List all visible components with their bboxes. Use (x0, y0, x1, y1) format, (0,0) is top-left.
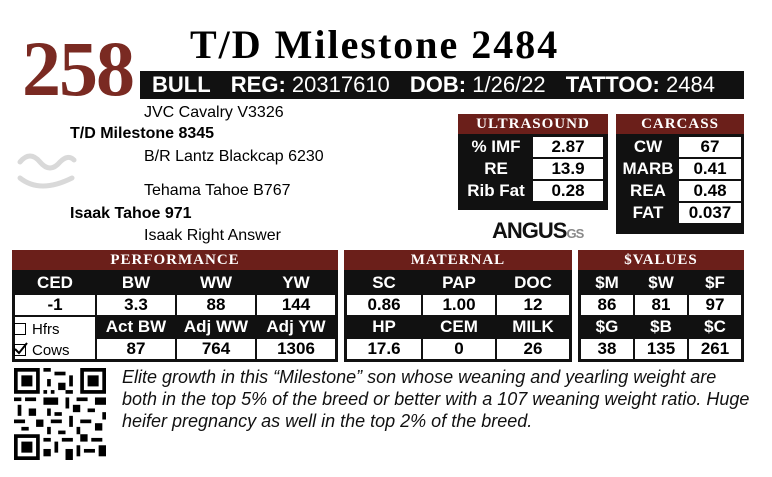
us-label: % IMF (460, 136, 532, 158)
perf-subvalue: 764 (177, 339, 255, 359)
pedigree-sire-dam: B/R Lantz Blackcap 6230 (144, 148, 324, 165)
ultrasound-table (458, 134, 608, 210)
cows-label: Cows (32, 341, 70, 359)
dv-subheader: $C (688, 316, 742, 338)
mat-value: 12 (497, 295, 569, 315)
dv-value: 81 (635, 295, 687, 315)
perf-header: CED (14, 272, 96, 294)
maternal-table (344, 270, 572, 362)
perf-subheader: Adj WW (176, 316, 256, 338)
carcass-value: 0.41 (679, 159, 741, 179)
animal-name: T/D Milestone 2484 (190, 22, 560, 67)
us-value: 0.28 (533, 181, 603, 201)
reg-value: 20317610 (291, 72, 390, 97)
carcass-label: CW (618, 136, 678, 158)
mat-value: 1.00 (423, 295, 495, 315)
hfrs-checkbox (14, 319, 60, 339)
mat-subvalue: 26 (497, 339, 569, 359)
performance-title: PERFORMANCE (12, 250, 338, 270)
mat-subheader: CEM (422, 316, 496, 338)
perf-header: WW (176, 272, 256, 294)
mat-header: DOC (496, 272, 570, 294)
description: Elite growth in this “Milestone” son whose weaning and yearling weight are both in the top 5% of the breed or better with a 107 weaning weight ratio. Huge heifer pregnancy as well in the top 2% of the breed. (122, 367, 750, 431)
pedigree-dam: Isaak Tahoe 971 (70, 205, 192, 222)
dv-subvalue: 38 (581, 339, 633, 359)
dollar-values-title: $VALUES (578, 250, 744, 270)
carcass-label: MARB (618, 158, 678, 180)
perf-subvalue: 1306 (257, 339, 335, 359)
us-value: 2.87 (533, 137, 603, 157)
perf-header: BW (96, 272, 176, 294)
carcass-value: 67 (679, 137, 741, 157)
perf-value: 3.3 (97, 295, 175, 315)
carcass-table (616, 134, 744, 234)
perf-subheader: Adj YW (256, 316, 336, 338)
reg-label: REG: (230, 72, 286, 97)
dv-value: 86 (581, 295, 633, 315)
pedigree-sire: T/D Milestone 8345 (70, 125, 215, 142)
qr-code-icon[interactable] (14, 368, 106, 460)
swoosh-logo-icon (16, 150, 78, 196)
carcass-label: REA (618, 180, 678, 202)
dv-header: $F (688, 272, 742, 294)
animal-type: BULL (152, 72, 211, 97)
dv-header: $W (634, 272, 688, 294)
angus-gs-logo (492, 218, 583, 244)
tattoo-value: 2484 (666, 72, 715, 97)
cows-checkbox (14, 340, 70, 360)
pedigree-dam-dam: Isaak Right Answer (144, 227, 281, 244)
dv-subvalue: 261 (689, 339, 741, 359)
us-label: RE (460, 158, 532, 180)
mat-value: 0.86 (347, 295, 421, 315)
dob-label: DOB: (409, 72, 467, 97)
perf-subheader: Act BW (96, 316, 176, 338)
mat-header: SC (346, 272, 422, 294)
perf-subvalue: 87 (97, 339, 175, 359)
dob-value: 1/26/22 (472, 72, 546, 97)
us-label: Rib Fat (460, 180, 532, 202)
dollar-values-table (578, 270, 744, 362)
logo-main: ANGUS (492, 218, 567, 243)
checkbox-checked-icon (14, 344, 26, 356)
pedigree-dam-sire: Tehama Tahoe B767 (144, 182, 291, 199)
dv-subheader: $B (634, 316, 688, 338)
mat-subvalue: 0 (423, 339, 495, 359)
mat-subheader: MILK (496, 316, 570, 338)
dv-subvalue: 135 (635, 339, 687, 359)
pedigree-sire-sire: JVC Cavalry V3326 (144, 104, 284, 121)
id-bar (140, 71, 744, 99)
hfrs-label: Hfrs (32, 320, 60, 338)
ultrasound-title: ULTRASOUND (458, 114, 608, 134)
mat-subheader: HP (346, 316, 422, 338)
mat-subvalue: 17.6 (347, 339, 421, 359)
dv-subheader: $G (580, 316, 634, 338)
perf-value: -1 (15, 295, 95, 315)
perf-value: 144 (257, 295, 335, 315)
us-value: 13.9 (533, 159, 603, 179)
perf-header: YW (256, 272, 336, 294)
dv-header: $M (580, 272, 634, 294)
lot-number: 258 (22, 25, 133, 112)
carcass-title: CARCASS (616, 114, 744, 134)
tattoo-label: TATTOO: (565, 72, 660, 97)
mat-header: PAP (422, 272, 496, 294)
carcass-value: 0.037 (679, 203, 741, 223)
dv-value: 97 (689, 295, 741, 315)
maternal-title: MATERNAL (344, 250, 572, 270)
perf-value: 88 (177, 295, 255, 315)
checkbox-empty-icon (14, 323, 26, 335)
carcass-value: 0.48 (679, 181, 741, 201)
carcass-label: FAT (618, 202, 678, 224)
logo-sub: GS (566, 226, 584, 241)
